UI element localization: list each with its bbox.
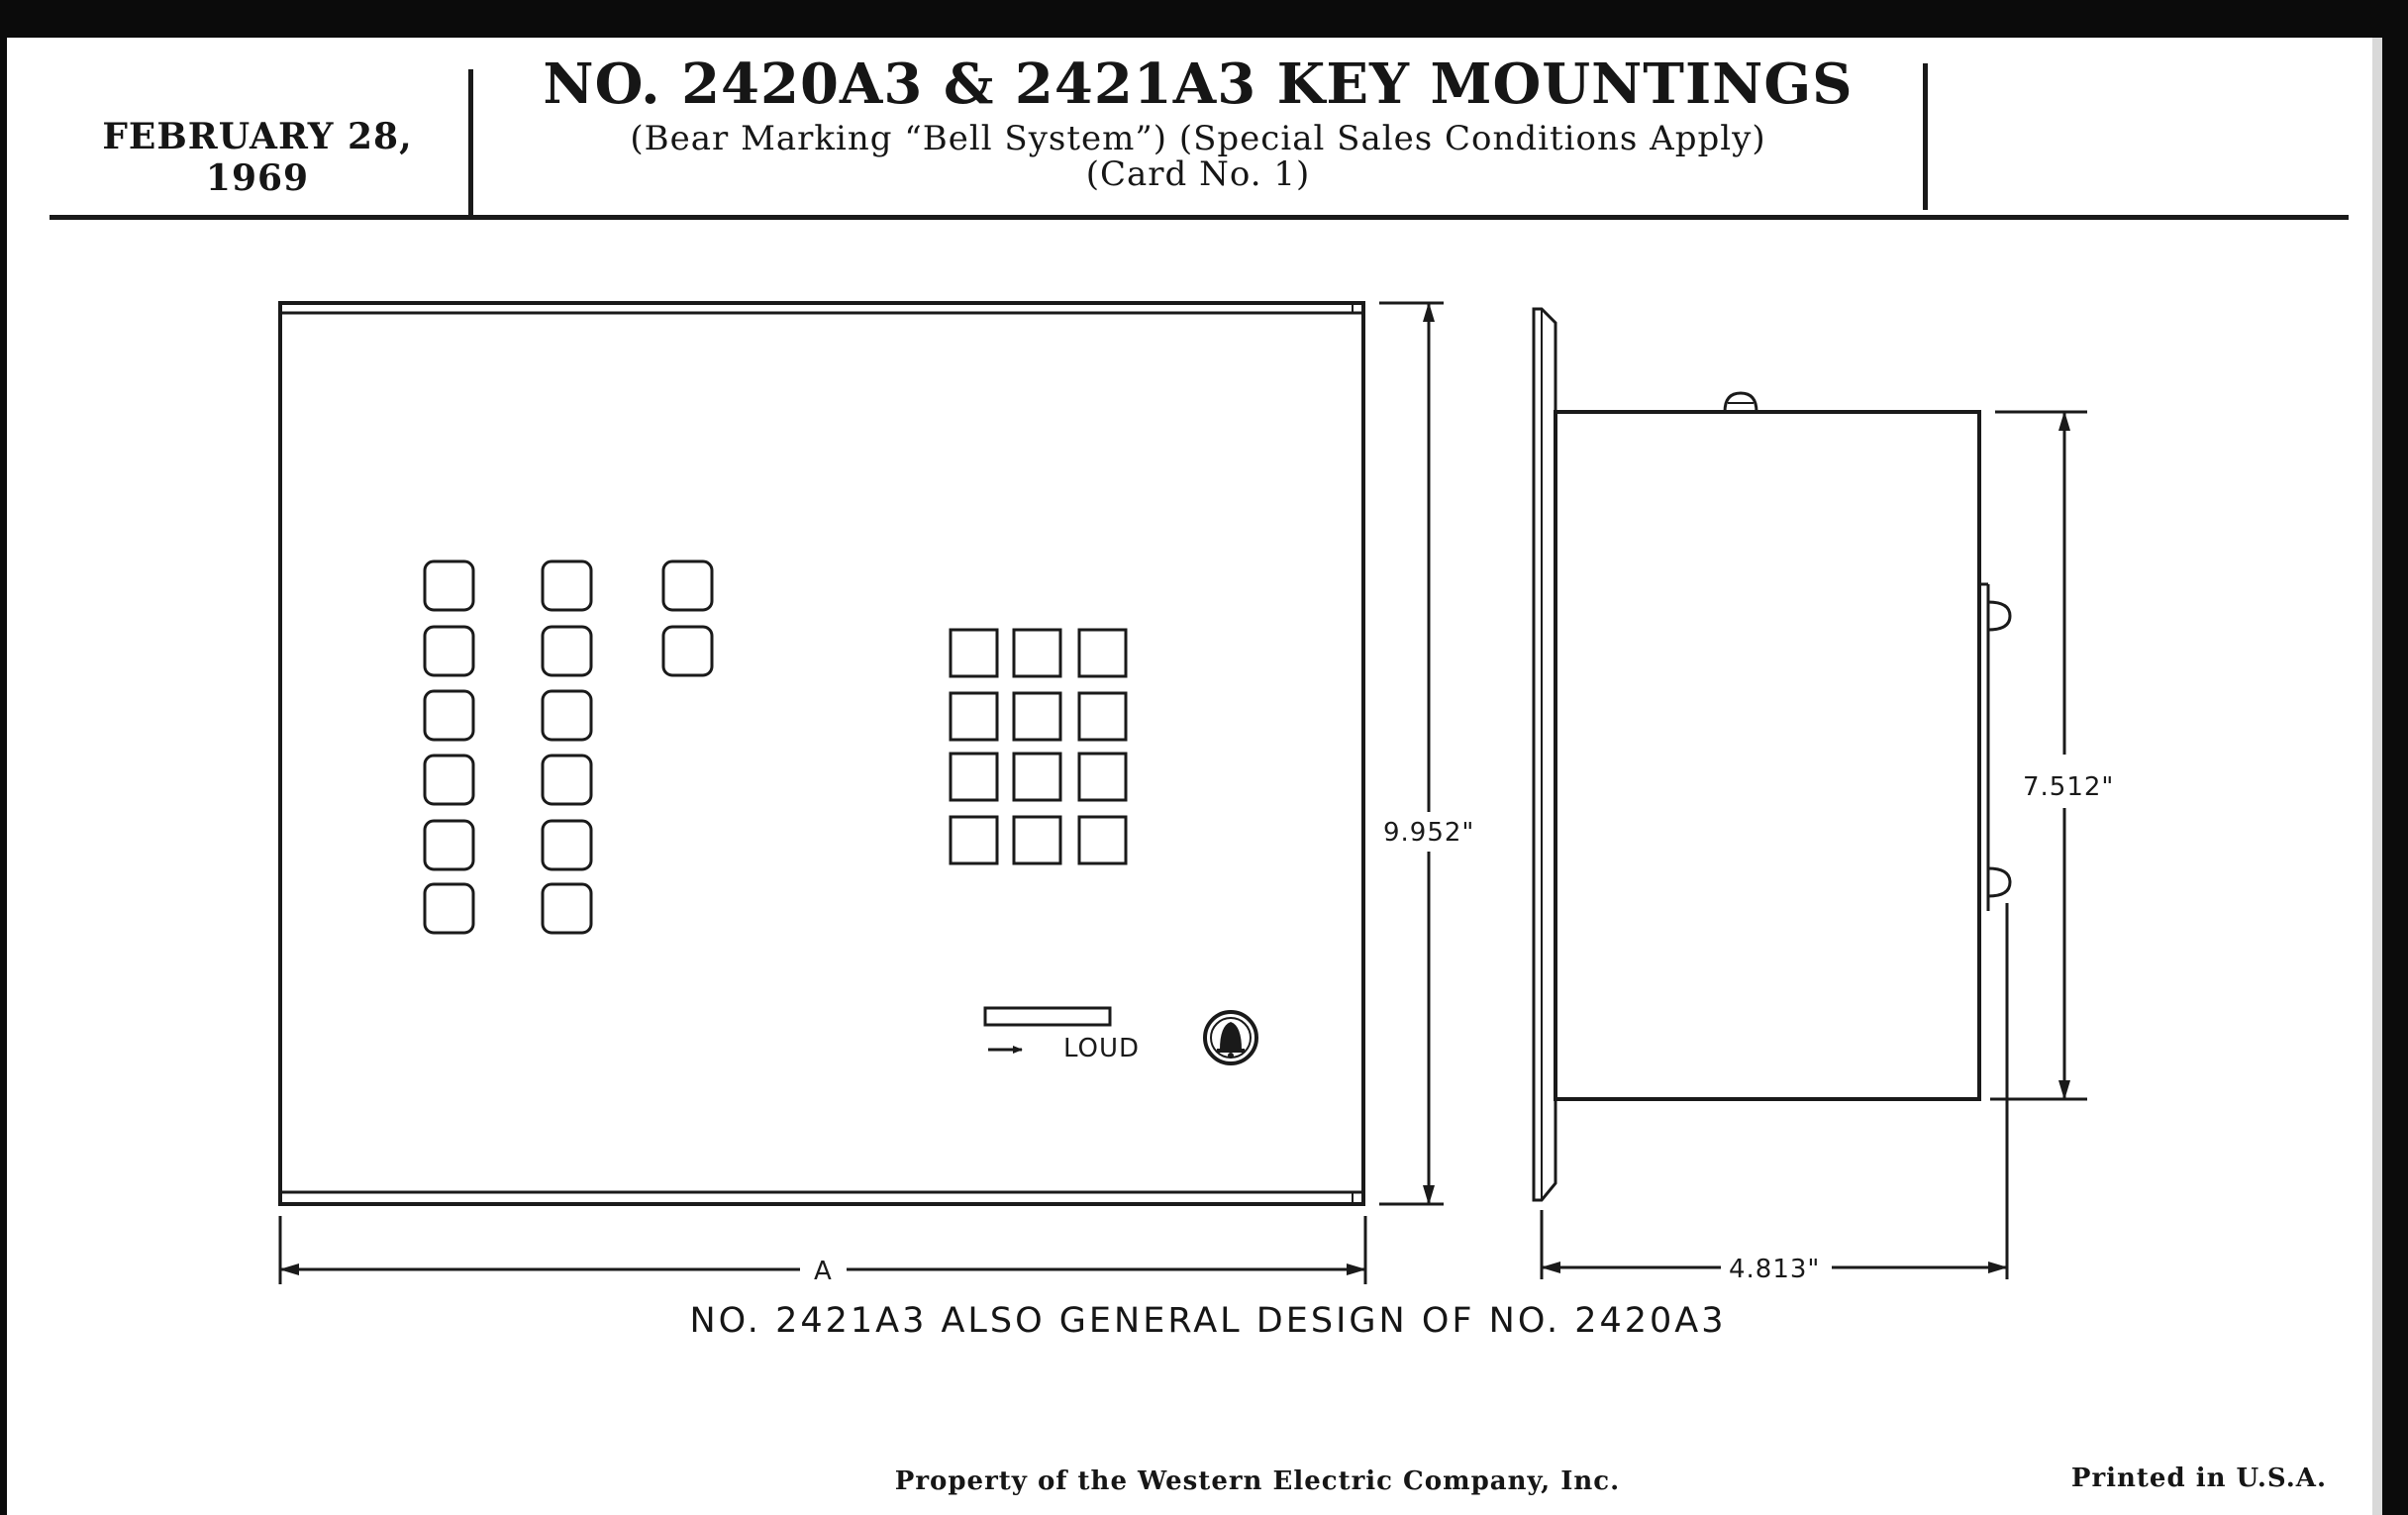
dial-keypad: [951, 630, 1126, 863]
keypad-button: [1014, 630, 1060, 676]
key-column-1: [425, 561, 473, 933]
key-button: [543, 561, 591, 610]
key-button: [425, 627, 473, 675]
key-button: [425, 756, 473, 804]
side-faceplate: [1534, 309, 1555, 1200]
keypad-button: [1079, 754, 1126, 800]
keypad-button: [1014, 754, 1060, 800]
drawing-caption: NO. 2421A3 ALSO GENERAL DESIGN OF NO. 2420A3: [689, 1301, 1727, 1341]
front-panel-outline: [280, 303, 1363, 1204]
keypad-button: [951, 630, 997, 676]
side-depth-label: 4.813": [1729, 1255, 1821, 1284]
key-button: [543, 691, 591, 740]
card-number: (Card No. 1): [1085, 154, 1311, 194]
document-subtitle: (Bear Marking “Bell System”) (Special Sales Conditions Apply): [630, 119, 1766, 158]
key-button: [543, 821, 591, 869]
front-height-label: 9.952": [1383, 818, 1475, 848]
key-button: [425, 821, 473, 869]
property-notice: Property of the Western Electric Company, Inc.: [894, 1466, 1621, 1496]
keypad-button: [951, 693, 997, 740]
keypad-button: [1079, 693, 1126, 740]
key-button: [425, 561, 473, 610]
key-column-3: [663, 561, 712, 675]
key-button: [543, 884, 591, 933]
rear-screw-icon: [1988, 868, 2010, 896]
document-title: NO. 2420A3 & 2421A3 KEY MOUNTINGS: [543, 51, 1854, 117]
bell-icon: [1205, 1012, 1256, 1063]
keypad-button: [951, 817, 997, 863]
loud-label: LOUD: [1063, 1034, 1141, 1063]
printed-notice: Printed in U.S.A.: [2070, 1464, 2327, 1493]
key-button: [543, 756, 591, 804]
keypad-button: [1079, 630, 1126, 676]
key-column-2: [543, 561, 591, 933]
side-height-dimension: [1990, 412, 2087, 1099]
front-width-label: A: [814, 1257, 833, 1286]
side-housing: [1555, 412, 1979, 1099]
front-height-dimension: [1379, 303, 1444, 1204]
keypad-button: [1014, 817, 1060, 863]
loud-switch-slot: [985, 1008, 1110, 1025]
key-button: [425, 884, 473, 933]
front-view: [280, 303, 1363, 1204]
key-button: [543, 627, 591, 675]
side-view: [1534, 309, 2010, 1279]
keypad-button: [1079, 817, 1126, 863]
rear-screw-icon: [1988, 602, 2010, 630]
side-height-label: 7.512": [2023, 772, 2115, 802]
key-button: [663, 561, 712, 610]
document-date: FEBRUARY 28, 1969: [102, 116, 413, 199]
key-button: [425, 691, 473, 740]
keypad-button: [951, 754, 997, 800]
keypad-button: [1014, 693, 1060, 740]
key-button: [663, 627, 712, 675]
